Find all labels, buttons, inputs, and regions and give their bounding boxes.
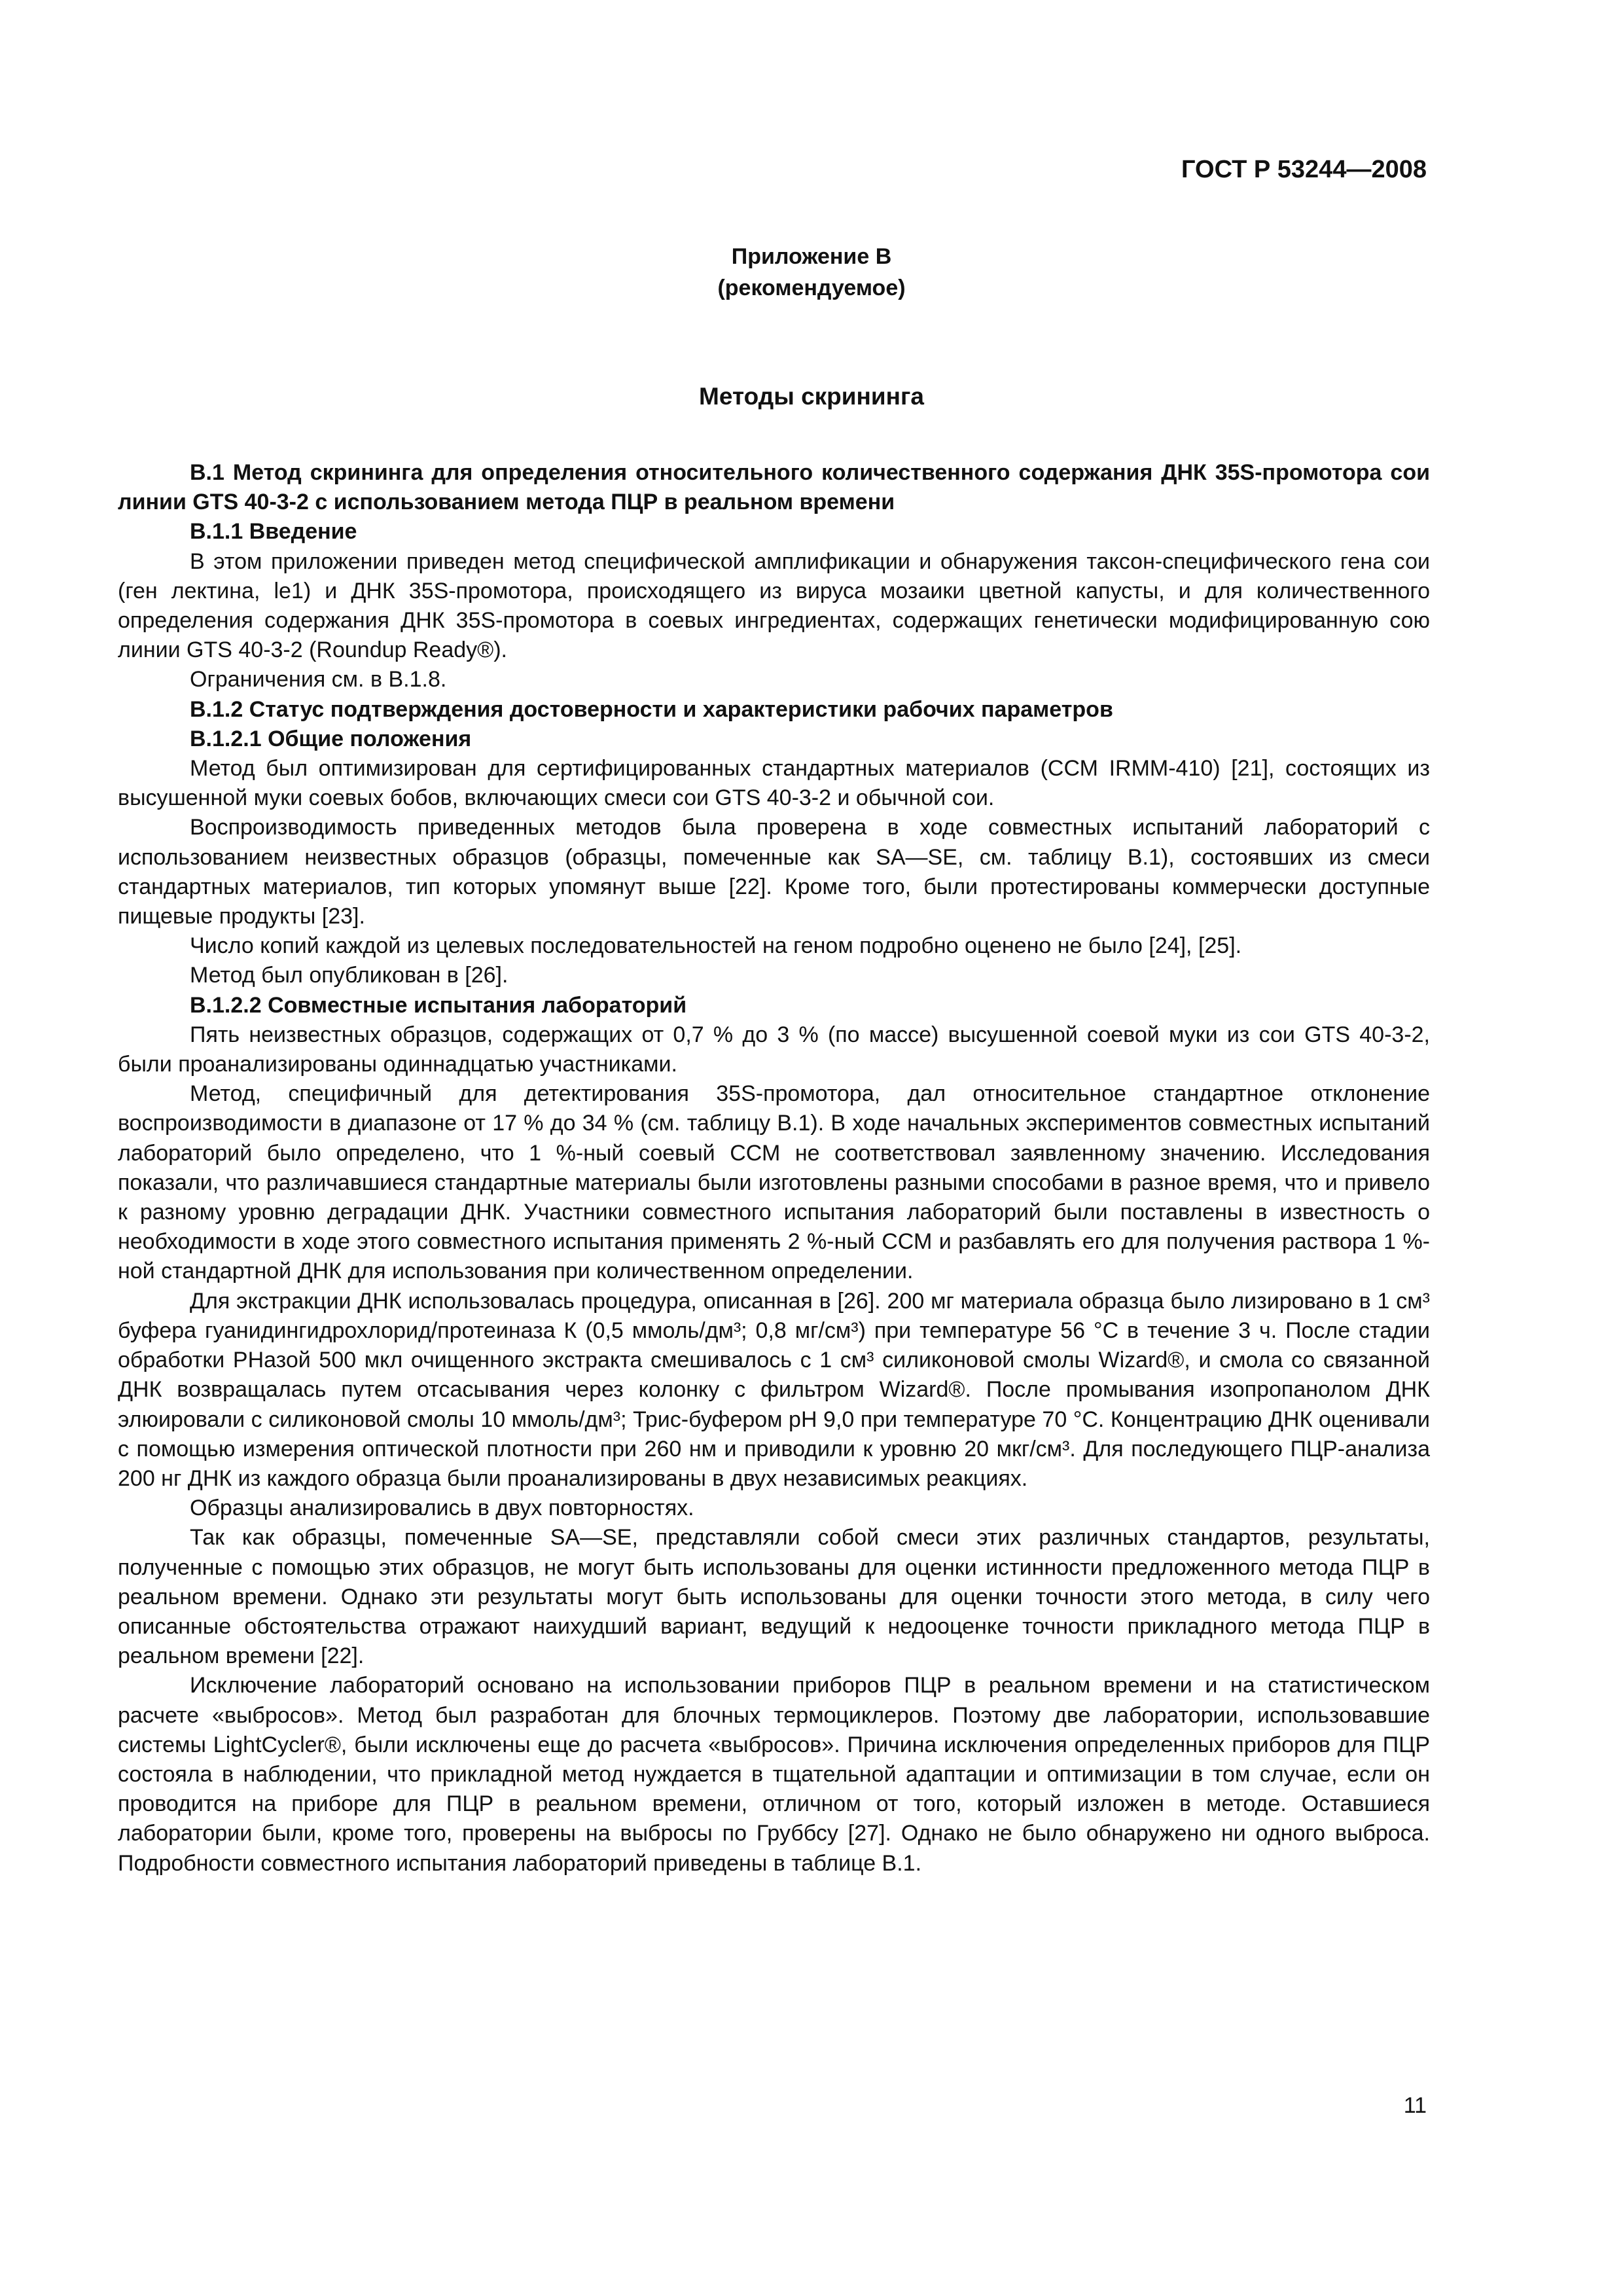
paragraph: Так как образцы, помеченные SA—SE, представляли собой смеси этих различных стандартов, результаты, полученные с помощью этих образцов, не могут быть использованы для оценки истинности предложенного метода ПЦР в реальном времени. Однако эти результаты могут быть использованы для оценки точности этого метода, в силу чего описанные обстоятельства отражают наихудший вариант, ведущий к недооценке точности прикладного метода ПЦР в реальном времени [22]. [118, 1525, 1430, 1669]
standard-id: ГОСТ Р 53244—2008 [1181, 156, 1427, 183]
paragraph: Воспроизводимость приведенных методов была проверена в ходе совместных испытаний лабораторий с использованием неизвестных образцов (образцы, помеченные как SA—SE, см. таблицу В.1), состоявших из смеси стандартных материалов, тип которых упомянут выше [22]. Кроме того, были протестированы коммерчески доступные пищевые продукты [23]. [118, 815, 1430, 929]
page-title: Методы скрининга [699, 383, 924, 410]
paragraph: Для экстракции ДНК использовалась процедура, описанная в [26]. 200 мг материала образца было лизировано в 1 см³ буфера гуанидингидрохлорид/протеиназа К (0,5 ммоль/дм³; 0,8 мг/см³) при температуре 56 °С в течение 3 ч. После стадии обработки РНазой 500 мкл очищенного экстракта смешивалось с 1 см³ силиконовой смолы Wizard®, и смола со связанной ДНК возвращалась путем отсасывания через колонку с фильтром Wizard®. После промывания изопропанолом ДНК элюировали с силиконовой смолы 10 ммоль/дм³; Трис-буфером pH 9,0 при температуре 70 °С. Концентрацию ДНК оценивали с помощью измерения оптической плотности при 260 нм и приводили к уровню 20 мкг/см³. Для последующего ПЦР-анализа 200 нг ДНК из каждого образца были проанализированы в двух независимых реакциях. [118, 1288, 1430, 1491]
section-heading-b1: В.1 Метод скрининга для определения относительного количественного содержания ДНК 35S-промотора сои линии GTS 40-3-2 с использованием метода ПЦР в реальном времени [118, 460, 1430, 515]
appendix-header [0, 241, 1623, 304]
paragraph: Исключение лабораторий основано на использовании приборов ПЦР в реальном времени и на статистическом расчете «выбросов». Метод был разработан для блочных термоциклеров. Поэтому две лаборатории, использовавшие системы LightCycler®, были исключены еще до расчета «выбросов». Причина исключения определенных приборов для ПЦР состояла в наблюдении, что прикладной метод нуждается в тщательной адаптации и оптимизации в том случае, если он проводится на приборе для ПЦР в реальном времени, отличном от того, который изложен в методе. Оставшиеся лаборатории были, кроме того, проверены на выбросы по Груббсу [27]. Однако не было обнаружено ни одного выброса. Подробности совместного испытания лабораторий приведены в таблице В.1. [118, 1673, 1430, 1876]
section-heading-b1-2: В.1.2 Статус подтверждения достоверности и характеристики рабочих параметров [190, 696, 1113, 722]
section-heading-b1-1: В.1.1 Введение [190, 519, 357, 545]
page-number: 11 [1403, 2093, 1427, 2118]
paragraph: Метод был опубликован в [26]. [190, 963, 508, 988]
paragraph: Метод был оптимизирован для сертифицированных стандартных материалов (ССМ IRMM-410) [21], состоящих из высушенной муки соевых бобов, включающих смеси сои GTS 40-3-2 и обычной сои. [118, 756, 1430, 811]
appendix-status: (рекомендуемое) [717, 276, 906, 300]
paragraph: Число копий каждой из целевых последовательностей на геном подробно оценено не было [24], [25]. [190, 933, 1242, 959]
document-body [118, 458, 1430, 1878]
section-heading-b1-2-1: В.1.2.1 Общие положения [190, 726, 472, 751]
appendix-title: Приложение В [731, 244, 892, 269]
section-heading-b1-2-2: В.1.2.2 Совместные испытания лабораторий [190, 992, 687, 1018]
paragraph: Метод, специфичный для детектирования 35S-промотора, дал относительное стандартное отклонение воспроизводимости в диапазоне от 17 % до 34 % (см. таблицу В.1). В ходе начальных экспериментов совместных испытаний лабораторий было определено, что 1 %-ный соевый ССМ не соответствовал заявленному значению. Исследования показали, что различавшиеся стандартные материалы были изготовлены разными способами в разное время, что и привело к разному уровню деградации ДНК. Участники совместного испытания лабораторий были поставлены в известность о необходимости в ходе этого совместного испытания применять 2 %-ный ССМ и разбавлять его для получения раствора 1 %-ной стандартной ДНК для использования при количественном определении. [118, 1081, 1430, 1284]
paragraph: В этом приложении приведен метод специфической амплификации и обнаружения таксон-специфического гена сои (ген лектина, le1) и ДНК 35S-промотора, происходящего из вируса мозаики цветной капусты, и для количественного определения содержания ДНК 35S-промотора в соевых ингредиентах, содержащих генетически модифицированную сою линии GTS 40-3-2 (Roundup Ready®). [118, 548, 1430, 663]
paragraph: Образцы анализировались в двух повторностях. [190, 1496, 694, 1521]
paragraph: Пять неизвестных образцов, содержащих от 0,7 % до 3 % (по массе) высушенной соевой муки из сои GTS 40-3-2, были проанализированы одиннадцатью участниками. [118, 1022, 1430, 1077]
paragraph: Ограничения см. в В.1.8. [190, 667, 447, 692]
